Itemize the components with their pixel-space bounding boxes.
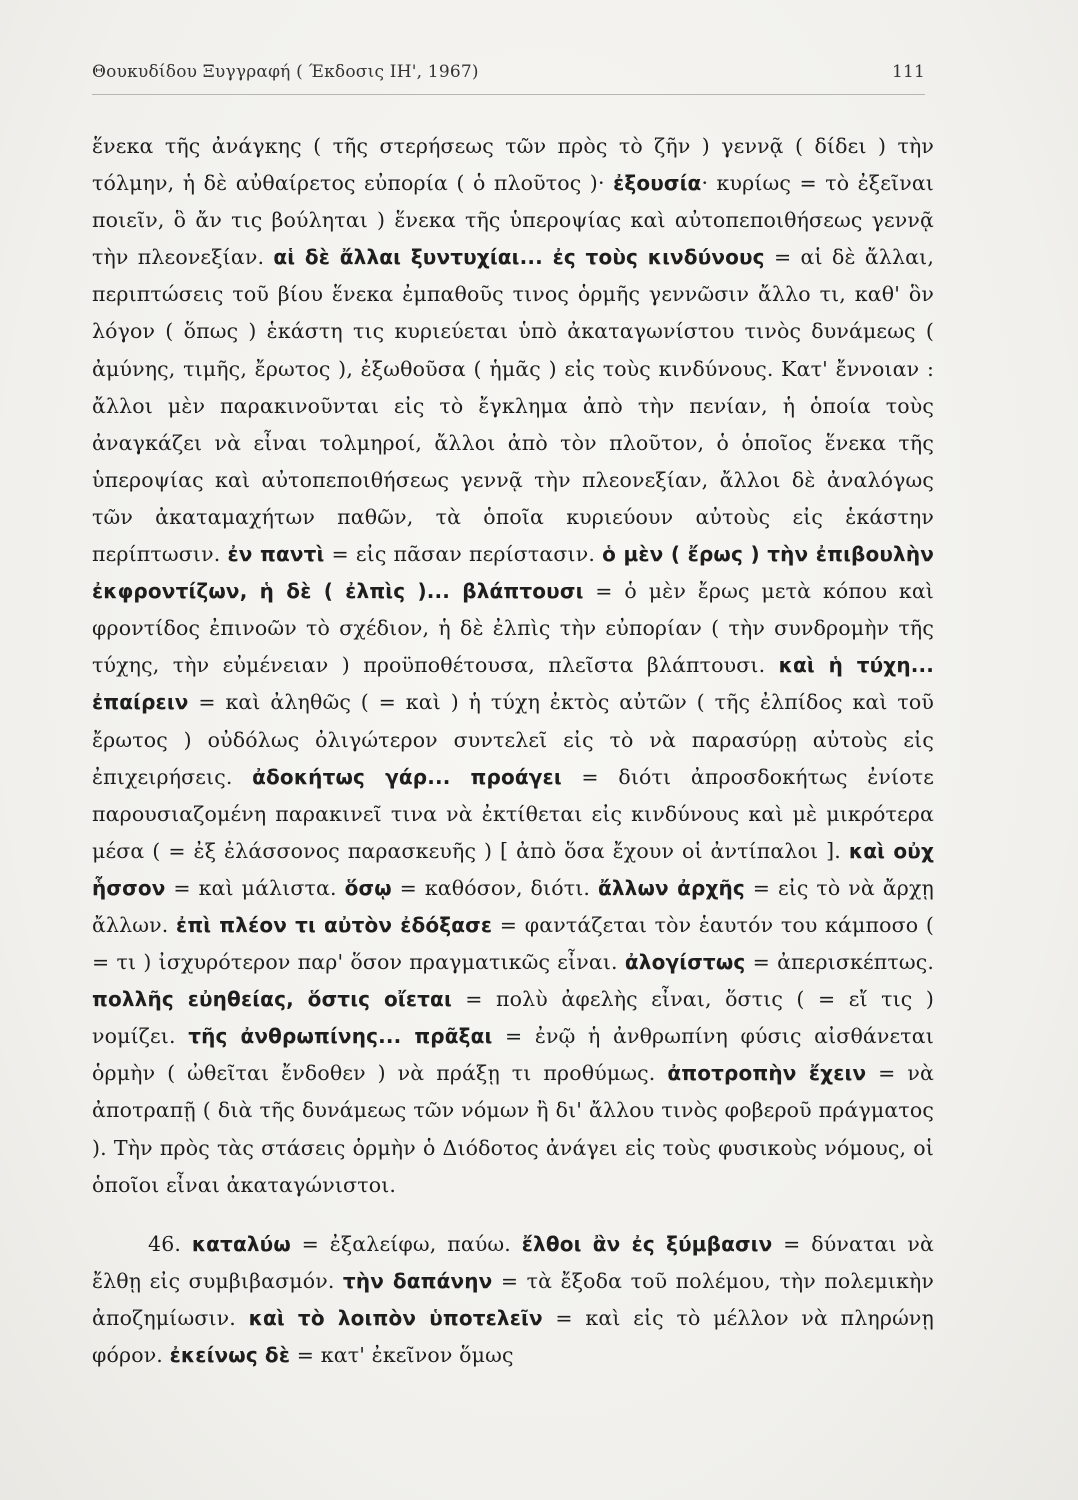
lemma: πολλῆς εὐηθείας, ὅστις οἴεται — [92, 987, 452, 1012]
header-title: Θουκυδίδου Ξυγγραφή ( Έκδοσις ΙΗ', 1967) — [92, 62, 479, 82]
lemma: ἄλλων ἀρχῆς — [597, 875, 745, 900]
lemma: τῆς ἀνθρωπίνης... πρᾶξαι — [188, 1024, 493, 1049]
gloss-text: = καὶ ἀληθῶς ( = καὶ ) ἡ τύχη ἐκτὸς αὐτῶν ( τῆς ἐλπίδος καὶ τοῦ ἔρωτος ) οὐδόλως ὀλιγώτερον συντελεῖ εἰς τὸ νὰ παρασύρῃ αὐτοὺς εἰς ἐπιχειρήσεις. — [92, 690, 934, 789]
lemma: καταλύω — [191, 1231, 291, 1256]
gloss-text: · κυρίως = τὸ ἐξεῖναι ποιεῖν, ὃ ἄν τις βούληται ) ἕνεκα τῆς ὑπεροψίας καὶ αὐτοπεποιθήσεως γεννᾷ τὴν πλεονεξίαν. — [92, 171, 934, 270]
gloss-text: = νὰ ἀποτραπῇ ( διὰ τῆς δυνάμεως τῶν νόμων ἢ δι' ἄλλου τινὸς φοβεροῦ πράγματος ). Τὴν πρὸς τὰς στάσεις ὁρμὴν ὁ Διόδοτος ἀνάγει εἰς τοὺς φυσικοὺς νόμους, οἱ ὁποῖοι εἶναι ἀκαταγώνιστοι. — [92, 1061, 934, 1197]
gloss-text: = πολὺ ἀφελὴς εἶναι, ὅστις ( = εἴ τις ) νομίζει. — [92, 987, 934, 1049]
lemma: ἐπὶ πλέον τι αὐτὸν ἐδόξασε — [176, 912, 493, 937]
gloss-text: = καθόσον, διότι. — [391, 875, 598, 900]
lemma: καὶ οὐχ ἧσσον — [92, 838, 934, 900]
gloss-text: = αἱ δὲ ἄλλαι, περιπτώσεις τοῦ βίου ἕνεκα ἐμπαθοῦς τινος ὁρμῆς γεννῶσιν ἄλλο τι, καθ' ὃν λόγον ( ὅπως ) ἑκάστη τις κυριεύεται ὑπὸ ἀκαταγωνίστου τινὸς δυνάμεως ( ἀμύνης, τιμῆς, ἔρωτος ), ἐξωθοῦσα ( ἡμᾶς ) εἰς τοὺς κινδύνους. Κατ' ἔννοιαν : ἄλλοι μὲν παρακινοῦνται εἰς τὸ ἔγκλημα ἀπὸ τὴν πενίαν, ἡ ὁποία τοὺς ἀναγκάζει νὰ εἶναι τολμηροί, ἄλλοι ἀπὸ τὸν πλοῦτον, ὁ ὁποῖος ἕνεκα τῆς ὑπεροψίας καὶ αὐτοπεποιθήσεως γεννᾷ τὴν πλεονεξίαν, ἄλλοι δὲ ἀναλόγως τῶν ἀκαταμαχήτων παθῶν, τὰ ὁποῖα κυριεύουν αὐτοὺς εἰς ἑκάστην περίπτωσιν. — [92, 245, 934, 567]
gloss-text: = ὁ μὲν ἔρως μετὰ κόπου καὶ φροντίδος ἐπινοῶν τὸ σχέδιον, ἡ δὲ ἐλπὶς τὴν εὐπορίαν ( τὴν συνδρομὴν τῆς τύχης, τὴν εὐμένειαν ) προϋποθέτουσα, πλεῖστα βλάπτουσι. — [92, 579, 934, 678]
gloss-text: = δύναται νὰ ἔλθῃ εἰς συμβιβασμόν. — [92, 1231, 934, 1293]
gloss-text: = ἀπερισκέπτως. — [745, 950, 934, 975]
lemma: ἀλογίστως — [624, 950, 746, 975]
commentary-text — [92, 128, 934, 1374]
lemma: ὅσῳ — [344, 875, 392, 900]
lemma: ἐξουσία — [613, 171, 702, 196]
page-number: 111 — [891, 62, 925, 82]
gloss-text: = καὶ μάλιστα. — [165, 875, 345, 900]
lemma: καὶ τὸ λοιπὸν ὑποτελεῖν — [248, 1305, 543, 1330]
gloss-text: = καὶ εἰς τὸ μέλλον νὰ πληρώνῃ φόρον. — [92, 1305, 934, 1367]
commentary-paragraph-1 — [92, 128, 934, 1204]
gloss-text: ἕνεκα τῆς ἀνάγκης ( τῆς στερήσεως τῶν πρὸς τὸ ζῆν ) γεννᾷ ( δίδει ) τὴν τόλμην, ἡ δὲ αὐθαίρετος εὐπορία ( ὁ πλοῦτος )· — [92, 134, 934, 196]
gloss-text: = διότι ἀπροσδοκήτως ἐνίοτε παρουσιαζομένη παρακινεῖ τινα νὰ ἐκτίθεται εἰς κινδύνους καὶ μὲ μικρότερα μέσα ( = ἐξ ἐλάσσονος παρασκευῆς ) [ ἀπὸ ὅσα ἔχουν οἱ ἀντίπαλοι ]. — [92, 764, 934, 863]
lemma: τὴν δαπάνην — [342, 1268, 493, 1293]
gloss-text: = ἐξαλείφω, παύω. — [290, 1231, 522, 1256]
lemma: ἐν παντὶ — [227, 542, 325, 567]
running-header — [92, 62, 925, 90]
gloss-text: = εἰς πᾶσαν περίστασιν. — [324, 542, 603, 567]
lemma: ἔλθοι ἂν ἐς ξύμβασιν — [521, 1231, 773, 1256]
gloss-text: = φαντάζεται τὸν ἑαυτόν του κάμποσο ( = τι ) ἰσχυρότερον παρ' ὅσον πραγματικῶς εἶναι. — [92, 912, 934, 975]
lemma: ἀποτροπὴν ἔχειν — [667, 1061, 867, 1086]
gloss-text: = εἰς τὸ νὰ ἄρχῃ ἄλλων. — [92, 875, 934, 937]
gloss-text: = ἐνῷ ἡ ἀνθρωπίνη φύσις αἰσθάνεται ὁρμὴν ( ὠθεῖται ἔνδοθεν ) νὰ πράξῃ τι προθύμως. — [92, 1024, 934, 1086]
lemma: ἀδοκήτως γάρ... προάγει — [252, 764, 562, 789]
header-rule — [92, 94, 925, 95]
gloss-text: 46. — [148, 1231, 192, 1256]
lemma: αἱ δὲ ἄλλαι ξυντυχίαι... ἐς τοὺς κινδύνους — [273, 245, 765, 270]
gloss-text: = τὰ ἔξοδα τοῦ πολέμου, τὴν πολεμικὴν ἀποζημίωσιν. — [92, 1268, 935, 1330]
commentary-paragraph-2 — [92, 1226, 934, 1374]
gloss-text: = κατ' ἐκεῖνον ὅμως — [290, 1343, 514, 1367]
lemma: ὁ μὲν ( ἔρως ) τὴν ἐπιβουλὴν ἐκφροντίζων, ἡ δὲ ( ἐλπὶς )... βλάπτουσι — [92, 542, 934, 604]
lemma: ἐκείνως δὲ — [169, 1343, 291, 1367]
lemma: καὶ ἡ τύχη... ἐπαίρειν — [92, 653, 934, 715]
